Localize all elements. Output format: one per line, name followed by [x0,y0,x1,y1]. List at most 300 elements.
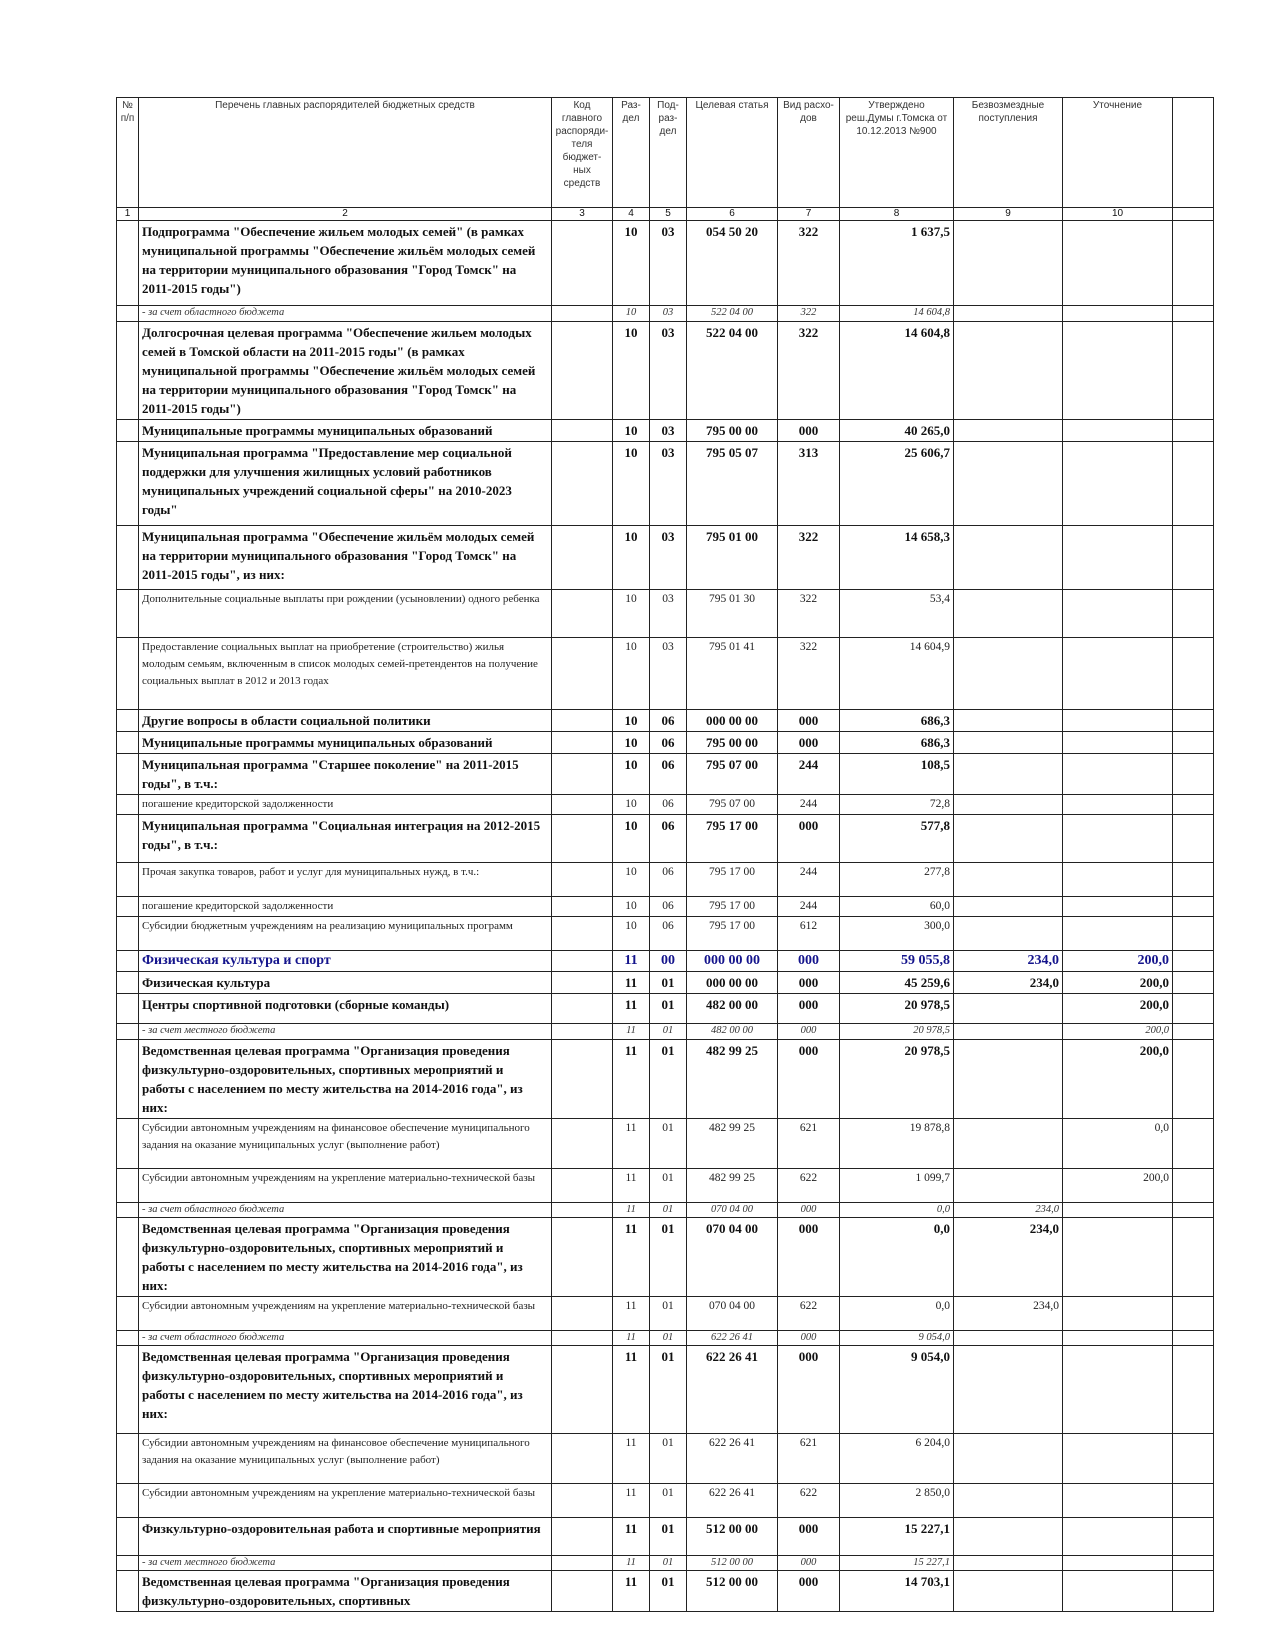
column-number: 7 [778,208,840,221]
grants-amount: 234,0 [954,972,1063,994]
budget-admin-code [552,732,613,754]
target-article: 482 99 25 [687,1169,778,1203]
section-code: 11 [613,1119,650,1169]
header-cell: Целевая статья [687,98,778,208]
section-code: 10 [613,526,650,590]
extra-column [1173,1169,1214,1203]
adjustment-amount: 200,0 [1063,972,1173,994]
target-article: 482 99 25 [687,1040,778,1119]
subsection-code: 06 [650,710,687,732]
expense-type: 000 [778,1518,840,1556]
header-cell: Вид расхо-дов [778,98,840,208]
row-number [117,306,139,322]
budget-admin-code [552,972,613,994]
table-header [117,98,1214,221]
budget-admin-code [552,442,613,526]
adjustment-amount [1063,917,1173,951]
expense-type: 621 [778,1119,840,1169]
table-row [117,1518,1214,1556]
item-name: Субсидии бюджетным учреждениям на реализацию муниципальных программ [139,917,552,951]
extra-column [1173,306,1214,322]
grants-amount [954,590,1063,638]
item-name: Субсидии автономным учреждениям на укрепление материально-технической базы [139,1297,552,1331]
expense-type: 322 [778,526,840,590]
section-code: 10 [613,897,650,917]
approved-amount: 686,3 [840,710,954,732]
subsection-code: 01 [650,1203,687,1218]
table-row [117,1484,1214,1518]
grants-amount [954,420,1063,442]
table-row [117,1434,1214,1484]
approved-amount: 6 204,0 [840,1434,954,1484]
budget-admin-code [552,951,613,972]
target-article: 795 00 00 [687,420,778,442]
target-article: 795 00 00 [687,732,778,754]
row-number [117,1218,139,1297]
target-article: 070 04 00 [687,1203,778,1218]
subsection-code: 01 [650,1024,687,1040]
subsection-code: 06 [650,795,687,815]
row-number [117,1434,139,1484]
target-article: 795 17 00 [687,815,778,863]
subsection-code: 01 [650,1346,687,1434]
expense-type: 244 [778,754,840,795]
budget-admin-code [552,1484,613,1518]
grants-amount [954,638,1063,710]
approved-amount: 40 265,0 [840,420,954,442]
row-number [117,815,139,863]
subsection-code: 06 [650,917,687,951]
target-article: 622 26 41 [687,1434,778,1484]
subsection-code: 01 [650,1297,687,1331]
section-code: 11 [613,1024,650,1040]
subsection-code: 01 [650,994,687,1024]
grants-amount: 234,0 [954,951,1063,972]
table-row [117,994,1214,1024]
grants-amount [954,1484,1063,1518]
grants-amount [954,442,1063,526]
target-article: 512 00 00 [687,1518,778,1556]
subsection-code: 03 [650,322,687,420]
target-article: 795 05 07 [687,442,778,526]
row-number [117,951,139,972]
section-code: 10 [613,420,650,442]
budget-admin-code [552,917,613,951]
extra-column [1173,1297,1214,1331]
grants-amount [954,710,1063,732]
subsection-code: 01 [650,1331,687,1346]
approved-amount: 45 259,6 [840,972,954,994]
table-row [117,1556,1214,1571]
approved-amount: 53,4 [840,590,954,638]
grants-amount [954,897,1063,917]
approved-amount: 108,5 [840,754,954,795]
section-code: 11 [613,1556,650,1571]
table-row [117,795,1214,815]
expense-type: 322 [778,590,840,638]
adjustment-amount [1063,710,1173,732]
expense-type: 000 [778,1556,840,1571]
header-cell: Под-раз-дел [650,98,687,208]
row-number [117,638,139,710]
expense-type: 000 [778,972,840,994]
target-article: 522 04 00 [687,306,778,322]
expense-type: 612 [778,917,840,951]
item-name: Субсидии автономным учреждениям на финансовое обеспечение муниципального задания на оказание муниципальных услуг (выполнение работ) [139,1119,552,1169]
approved-amount: 2 850,0 [840,1484,954,1518]
budget-admin-code [552,1518,613,1556]
item-name: Субсидии автономным учреждениям на финансовое обеспечение муниципального задания на оказание муниципальных услуг (выполнение работ) [139,1434,552,1484]
adjustment-amount [1063,815,1173,863]
expense-type: 000 [778,732,840,754]
extra-column [1173,1434,1214,1484]
adjustment-amount: 200,0 [1063,1040,1173,1119]
budget-admin-code [552,420,613,442]
item-name: Долгосрочная целевая программа "Обеспечение жильем молодых семей в Томской области на 2011-2015 годы" (в рамках муниципальной программы "Обеспечение жильём молодых семей на территории муниципального образования "Город Томск" на 2011-2015 годы") [139,322,552,420]
table-row [117,420,1214,442]
extra-column [1173,710,1214,732]
section-code: 11 [613,1297,650,1331]
header-row [117,98,1214,208]
expense-type: 313 [778,442,840,526]
row-number [117,590,139,638]
budget-admin-code [552,526,613,590]
row-number [117,1346,139,1434]
grants-amount [954,754,1063,795]
item-name: Муниципальная программа "Социальная интеграция на 2012-2015 годы", в т.ч.: [139,815,552,863]
extra-column [1173,1119,1214,1169]
expense-type: 000 [778,815,840,863]
target-article: 795 01 30 [687,590,778,638]
approved-amount: 577,8 [840,815,954,863]
approved-amount: 14 703,1 [840,1571,954,1612]
adjustment-amount [1063,306,1173,322]
table-row [117,815,1214,863]
expense-type: 000 [778,710,840,732]
table-row [117,1297,1214,1331]
extra-column [1173,1203,1214,1218]
adjustment-amount [1063,442,1173,526]
subsection-code: 01 [650,1571,687,1612]
budget-admin-code [552,1297,613,1331]
approved-amount: 277,8 [840,863,954,897]
expense-type: 000 [778,1571,840,1612]
approved-amount: 300,0 [840,917,954,951]
table-row [117,1119,1214,1169]
approved-amount: 9 054,0 [840,1346,954,1434]
extra-column [1173,754,1214,795]
grants-amount [954,1169,1063,1203]
adjustment-amount [1063,1218,1173,1297]
approved-amount: 72,8 [840,795,954,815]
grants-amount [954,732,1063,754]
expense-type: 622 [778,1484,840,1518]
table-row [117,710,1214,732]
expense-type: 000 [778,951,840,972]
header-cell: Уточнение [1063,98,1173,208]
approved-amount: 15 227,1 [840,1518,954,1556]
budget-admin-code [552,1434,613,1484]
subsection-code: 06 [650,754,687,795]
row-number [117,972,139,994]
expense-type: 621 [778,1434,840,1484]
budget-table [116,97,1214,1612]
table-row [117,1040,1214,1119]
section-code: 11 [613,1169,650,1203]
row-number [117,863,139,897]
item-name: Дополнительные социальные выплаты при рождении (усыновлении) одного ребенка [139,590,552,638]
grants-amount [954,815,1063,863]
column-number: 3 [552,208,613,221]
table-row [117,526,1214,590]
adjustment-amount [1063,1346,1173,1434]
grants-amount: 234,0 [954,1297,1063,1331]
budget-admin-code [552,1556,613,1571]
grants-amount [954,917,1063,951]
adjustment-amount [1063,863,1173,897]
item-name: Ведомственная целевая программа "Организация проведения физкультурно-оздоровительных, спортивных мероприятий и работы с населением по месту жительства на 2014-2016 года", из них: [139,1218,552,1297]
extra-column [1173,1518,1214,1556]
extra-column [1173,1484,1214,1518]
section-code: 10 [613,795,650,815]
extra-column [1173,1571,1214,1612]
subsection-code: 03 [650,590,687,638]
item-name: Физкультурно-оздоровительная работа и спортивные мероприятия [139,1518,552,1556]
subsection-code: 03 [650,221,687,306]
adjustment-amount [1063,754,1173,795]
item-name: Центры спортивной подготовки (сборные команды) [139,994,552,1024]
item-name: Прочая закупка товаров, работ и услуг для муниципальных нужд, в т.ч.: [139,863,552,897]
row-number [117,710,139,732]
extra-column [1173,1024,1214,1040]
adjustment-amount: 200,0 [1063,1024,1173,1040]
budget-admin-code [552,1024,613,1040]
extra-column [1173,1218,1214,1297]
item-name: Ведомственная целевая программа "Организация проведения физкультурно-оздоровительных, спортивных мероприятий и работы с населением по месту жительства на 2014-2016 года", из них: [139,1346,552,1434]
adjustment-amount: 200,0 [1063,994,1173,1024]
budget-admin-code [552,638,613,710]
target-article: 482 00 00 [687,1024,778,1040]
adjustment-amount: 0,0 [1063,1119,1173,1169]
section-code: 10 [613,638,650,710]
row-number [117,1556,139,1571]
item-name: - за счет областного бюджета [139,1331,552,1346]
item-name: - за счет местного бюджета [139,1024,552,1040]
row-number [117,917,139,951]
table-body [117,221,1214,1612]
approved-amount: 14 604,9 [840,638,954,710]
target-article: 795 17 00 [687,897,778,917]
grants-amount [954,1024,1063,1040]
row-number [117,322,139,420]
budget-admin-code [552,1218,613,1297]
approved-amount: 15 227,1 [840,1556,954,1571]
extra-column [1173,1040,1214,1119]
extra-column [1173,1331,1214,1346]
approved-amount: 0,0 [840,1203,954,1218]
item-name: Муниципальные программы муниципальных образований [139,732,552,754]
grants-amount [954,526,1063,590]
table-row [117,322,1214,420]
expense-type: 622 [778,1169,840,1203]
adjustment-amount [1063,1434,1173,1484]
target-article: 795 01 41 [687,638,778,710]
section-code: 11 [613,1203,650,1218]
extra-column [1173,863,1214,897]
extra-column [1173,221,1214,306]
item-name: - за счет местного бюджета [139,1556,552,1571]
approved-amount: 1 637,5 [840,221,954,306]
column-number: 6 [687,208,778,221]
item-name: Физическая культура и спорт [139,951,552,972]
budget-admin-code [552,1571,613,1612]
budget-admin-code [552,1040,613,1119]
column-number: 1 [117,208,139,221]
grants-amount [954,1571,1063,1612]
target-article: 070 04 00 [687,1297,778,1331]
target-article: 622 26 41 [687,1331,778,1346]
adjustment-amount [1063,1297,1173,1331]
subsection-code: 03 [650,442,687,526]
table-row [117,638,1214,710]
adjustment-amount [1063,897,1173,917]
subsection-code: 01 [650,1434,687,1484]
section-code: 11 [613,1484,650,1518]
subsection-code: 01 [650,1169,687,1203]
grants-amount [954,994,1063,1024]
target-article: 000 00 00 [687,972,778,994]
target-article: 622 26 41 [687,1484,778,1518]
item-name: погашение кредиторской задолженности [139,795,552,815]
section-code: 10 [613,221,650,306]
table-row [117,754,1214,795]
adjustment-amount [1063,590,1173,638]
approved-amount: 14 604,8 [840,306,954,322]
subsection-code: 00 [650,951,687,972]
approved-amount: 14 604,8 [840,322,954,420]
budget-admin-code [552,897,613,917]
table-row [117,1346,1214,1434]
target-article: 795 17 00 [687,863,778,897]
section-code: 10 [613,815,650,863]
header-cell: № п/п [117,98,139,208]
budget-admin-code [552,994,613,1024]
table-row [117,951,1214,972]
adjustment-amount [1063,1203,1173,1218]
extra-column [1173,526,1214,590]
section-code: 11 [613,1040,650,1119]
row-number [117,732,139,754]
table-row [117,1218,1214,1297]
extra-column [1173,420,1214,442]
subsection-code: 01 [650,1119,687,1169]
target-article: 070 04 00 [687,1218,778,1297]
expense-type: 322 [778,638,840,710]
section-code: 10 [613,590,650,638]
target-article: 000 00 00 [687,951,778,972]
column-number: 10 [1063,208,1173,221]
expense-type: 322 [778,306,840,322]
approved-amount: 0,0 [840,1297,954,1331]
adjustment-amount [1063,1331,1173,1346]
section-code: 11 [613,1331,650,1346]
expense-type: 244 [778,863,840,897]
expense-type: 000 [778,1218,840,1297]
row-number [117,1331,139,1346]
approved-amount: 14 658,3 [840,526,954,590]
expense-type: 244 [778,795,840,815]
grants-amount [954,221,1063,306]
column-number: 2 [139,208,552,221]
subsection-code: 01 [650,1518,687,1556]
table-row [117,221,1214,306]
row-number [117,1203,139,1218]
section-code: 10 [613,322,650,420]
approved-amount: 19 878,8 [840,1119,954,1169]
expense-type: 622 [778,1297,840,1331]
adjustment-amount [1063,322,1173,420]
extra-column [1173,897,1214,917]
target-article: 795 07 00 [687,754,778,795]
extra-column [1173,1346,1214,1434]
table-row [117,590,1214,638]
grants-amount: 234,0 [954,1203,1063,1218]
row-number [117,1484,139,1518]
column-number-row [117,208,1214,221]
item-name: погашение кредиторской задолженности [139,897,552,917]
item-name: Другие вопросы в области социальной политики [139,710,552,732]
table-row [117,442,1214,526]
adjustment-amount [1063,732,1173,754]
section-code: 11 [613,1518,650,1556]
column-number: 4 [613,208,650,221]
item-name: Физическая культура [139,972,552,994]
subsection-code: 01 [650,1484,687,1518]
subsection-code: 06 [650,815,687,863]
grants-amount [954,1556,1063,1571]
row-number [117,1571,139,1612]
item-name: Ведомственная целевая программа "Организация проведения физкультурно-оздоровительных, спортивных [139,1571,552,1612]
extra-column [1173,590,1214,638]
row-number [117,994,139,1024]
section-code: 10 [613,306,650,322]
target-article: 054 50 20 [687,221,778,306]
target-article: 795 07 00 [687,795,778,815]
budget-admin-code [552,1346,613,1434]
approved-amount: 1 099,7 [840,1169,954,1203]
table-row [117,897,1214,917]
header-cell: Утверждено реш.Думы г.Томска от 10.12.2013 №900 [840,98,954,208]
row-number [117,1119,139,1169]
item-name: - за счет областного бюджета [139,1203,552,1218]
grants-amount [954,1331,1063,1346]
expense-type: 244 [778,897,840,917]
extra-column [1173,972,1214,994]
extra-column [1173,795,1214,815]
target-article: 795 17 00 [687,917,778,951]
item-name: Предоставление социальных выплат на приобретение (строительство) жилья молодым семьям, включенным в список молодых семей-претендентов на получение социальных выплат в 2012 и 2013 годах [139,638,552,710]
grants-amount [954,1518,1063,1556]
header-cell: Код главного распоряди-теля бюджет-ных средств [552,98,613,208]
adjustment-amount [1063,1518,1173,1556]
table-row [117,917,1214,951]
table-row [117,1331,1214,1346]
extra-column [1173,732,1214,754]
approved-amount: 25 606,7 [840,442,954,526]
expense-type: 000 [778,1024,840,1040]
subsection-code: 06 [650,897,687,917]
adjustment-amount [1063,526,1173,590]
